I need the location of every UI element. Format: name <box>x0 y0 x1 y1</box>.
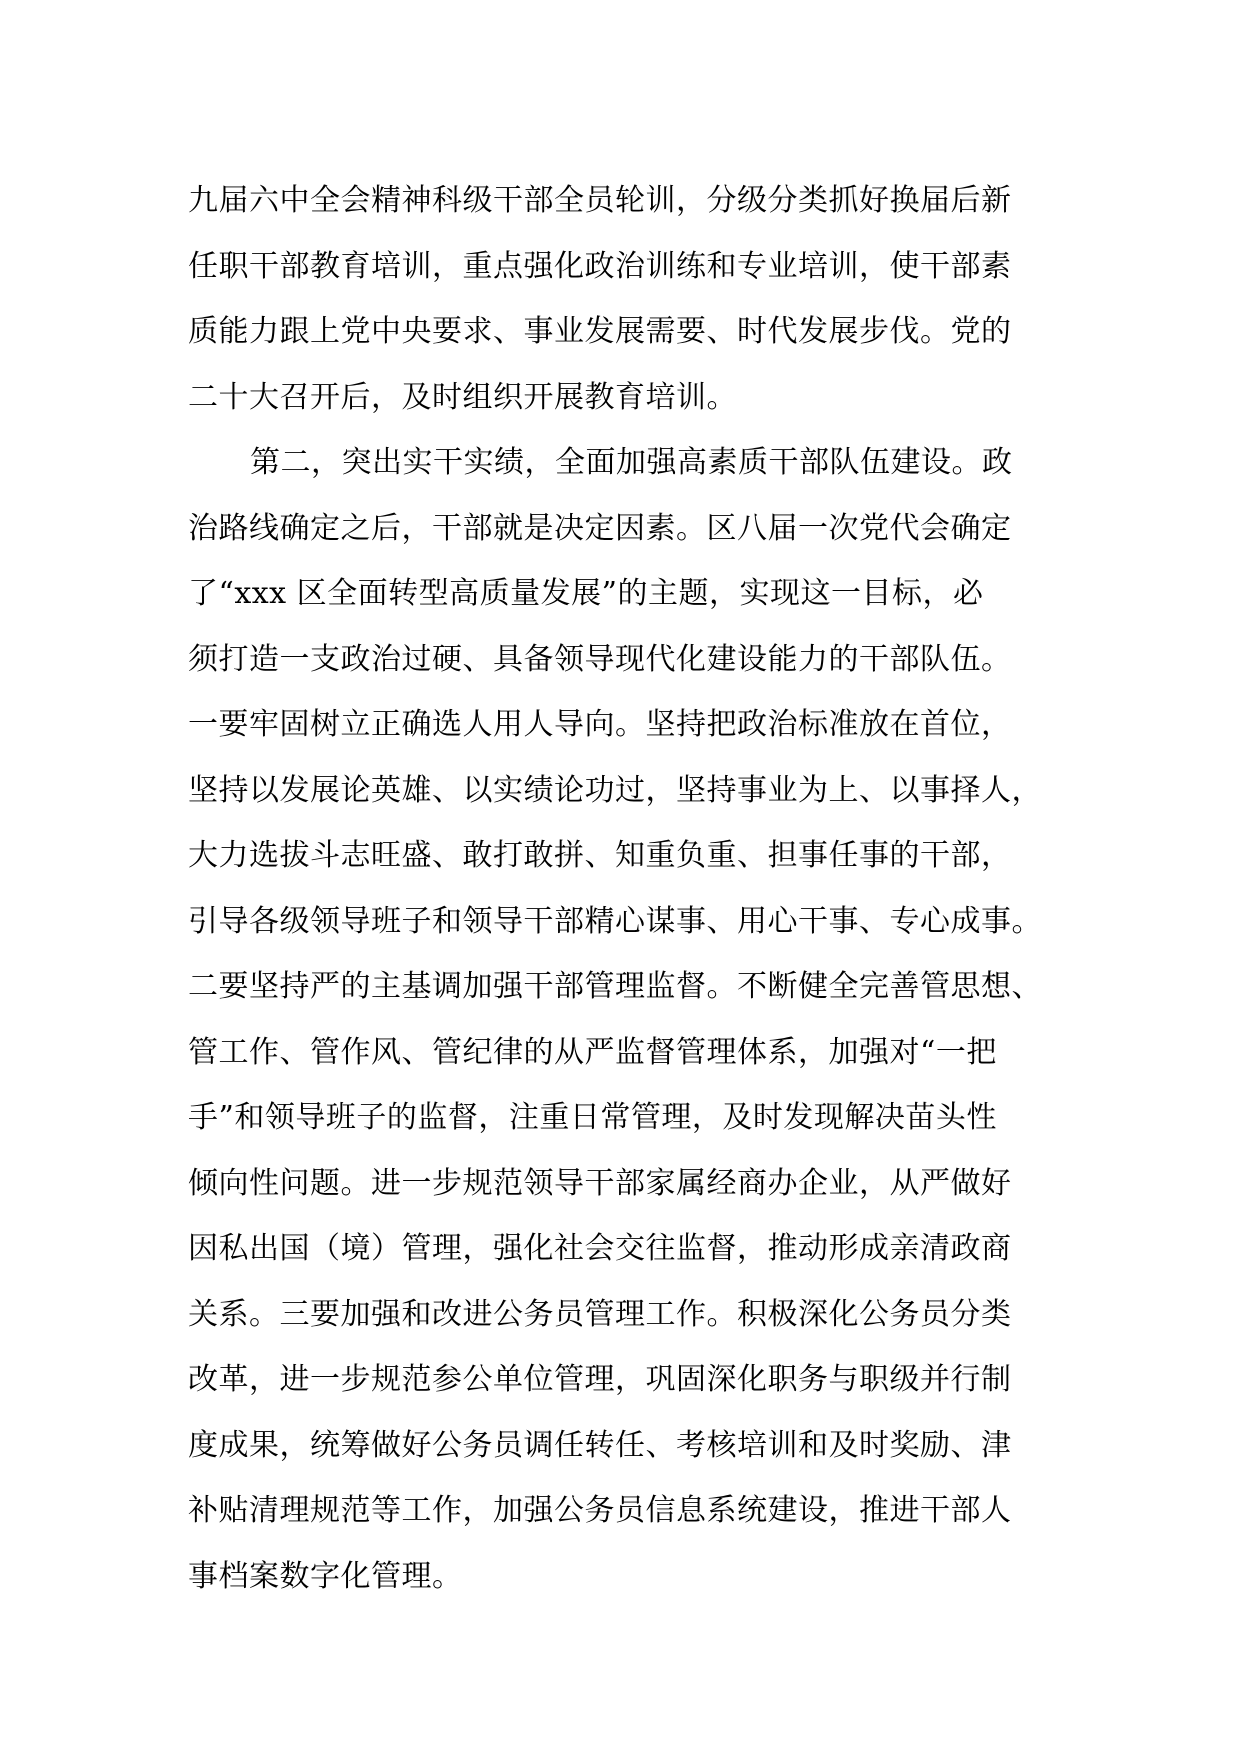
text-line: 大力选拔斗志旺盛、敢打敢拼、知重负重、担事任事的干部， <box>188 838 1012 873</box>
text-line: 任职干部教育培训，重点强化政治训练和专业培训，使干部素 <box>188 248 1012 284</box>
text-line: 关系。三要加强和改进公务员管理工作。积极深化公务员分类 <box>188 1296 1012 1332</box>
text-line: 管工作、管作风、管纪律的从严监督管理体系，加强对“一把 <box>188 1034 997 1070</box>
text-line: 治路线确定之后，干部就是决定因素。区八届一次党代会确定 <box>188 510 1012 546</box>
text-line: 引导各级领导班子和领导干部精心谋事、用心干事、专心成事。 <box>188 903 1042 939</box>
text-line: 须打造一支政治过硬、具备领导现代化建设能力的干部队伍。 <box>188 641 1012 677</box>
text-line: 因私出国（境）管理，强化社会交往监督，推动形成亲清政商 <box>188 1231 1012 1266</box>
text-line: 补贴清理规范等工作，加强公务员信息系统建设，推进干部人 <box>188 1493 1012 1528</box>
text-line: 九届六中全会精神科级干部全员轮训，分级分类抓好换届后新 <box>188 183 1012 218</box>
text-line: 了“xxx 区全面转型高质量发展”的主题，实现这一目标，必 <box>188 576 984 611</box>
text-line: 二要坚持严的主基调加强干部管理监督。不断健全完善管思想、 <box>188 969 1042 1004</box>
body-text <box>188 168 1078 1609</box>
text-line: 度成果，统筹做好公务员调任转任、考核培训和及时奖励、津 <box>188 1427 1012 1463</box>
paragraph-first-line: 第二，突出实干实绩，全面加强高素质干部队伍建设。政 <box>250 445 1013 480</box>
text-line: 质能力跟上党中央要求、事业发展需要、时代发展步伐。党的 <box>188 314 1012 349</box>
text-line: 坚持以发展论英雄、以实绩论功过，坚持事业为上、以事择人， <box>188 772 1042 808</box>
text-line: 事档案数字化管理。 <box>188 1558 463 1594</box>
text-line: 二十大召开后，及时组织开展教育培训。 <box>188 379 737 415</box>
text-line: 一要牢固树立正确选人用人导向。坚持把政治标准放在首位， <box>188 707 1012 742</box>
text-line: 倾向性问题。进一步规范领导干部家属经商办企业，从严做好 <box>188 1165 1012 1201</box>
text-line: 改革，进一步规范参公单位管理，巩固深化职务与职级并行制 <box>188 1362 1012 1397</box>
text-line: 手”和领导班子的监督，注重日常管理，及时发现解决苗头性 <box>188 1100 997 1135</box>
